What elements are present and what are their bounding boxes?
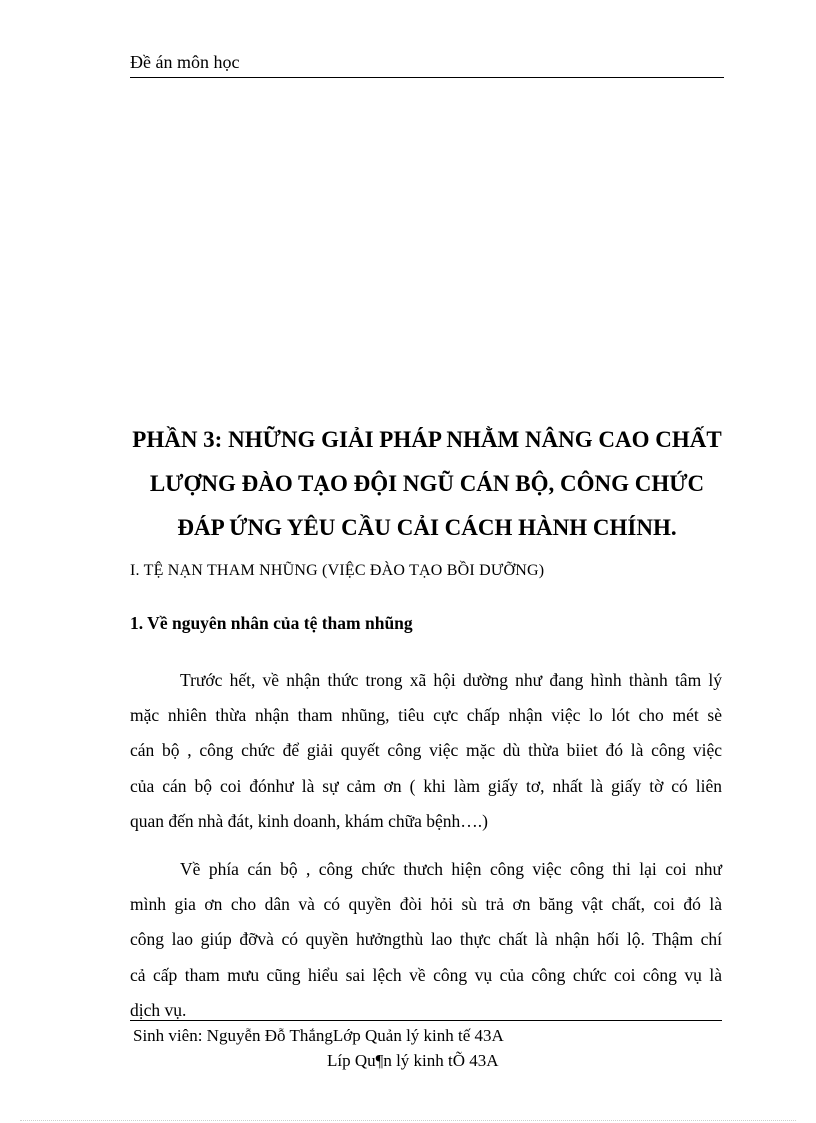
title-line-3: ĐÁP ỨNG YÊU CẦU CẢI CÁCH HÀNH CHÍNH. xyxy=(177,515,677,540)
paragraph-1 xyxy=(130,663,722,839)
footer-line-2: Líp Qu¶n lý kinh tÕ 43A xyxy=(327,1051,499,1070)
paragraph-2-line: công lao giúp đỡvà có quyền hưởngthù lao thực chất là nhận hối lộ. Thậm chí xyxy=(130,929,722,950)
section-heading: I. TỆ NẠN THAM NHŨNG (VIỆC ĐÀO TẠO BỒI DƯỠNG) xyxy=(130,562,545,579)
chapter-title xyxy=(110,418,744,550)
header-text: Đề án môn học xyxy=(130,52,240,72)
title-line-2: LƯỢNG ĐÀO TẠO ĐỘI NGŨ CÁN BỘ, CÔNG CHỨC xyxy=(149,471,705,496)
footer-line-1: Sinh viên: Nguyễn Đỗ ThắngLớp Quản lý kinh tế 43A xyxy=(133,1026,504,1045)
paragraph-1-line: mặc nhiên thừa nhận tham nhũng, tiêu cực chấp nhận việc lo lót cho mét sè xyxy=(130,705,722,726)
paragraph-2-line: dịch vụ. xyxy=(130,999,187,1020)
header-divider xyxy=(130,77,724,78)
page-bottom-border xyxy=(20,1120,796,1121)
subheading: 1. Về nguyên nhân của tệ tham nhũng xyxy=(130,613,413,633)
paragraph-2 xyxy=(130,852,722,1028)
paragraph-2-line: mình gia ơn cho dân và có quyền đòi hỏi sù trả ơn băng vật chất, coi đó là xyxy=(130,894,722,915)
footer-divider xyxy=(130,1020,722,1021)
paragraph-2-line: Về phía cán bộ , công chức thưch hiện công việc công thi lại coi như xyxy=(180,859,722,879)
paragraph-2-line: cả cấp tham mưu cũng hiểu sai lệch về công vụ của công chức coi công vụ là xyxy=(130,964,722,985)
paragraph-1-line: Trước hết, về nhận thức trong xã hội dường như đang hình thành tâm lý xyxy=(180,670,722,690)
title-line-1: PHẦN 3: NHỮNG GIẢI PHÁP NHẰM NÂNG CAO CHẤT xyxy=(132,427,722,452)
paragraph-1-line: của cán bộ coi đónhư là sự cảm ơn ( khi làm giấy tơ, nhất là giấy tờ có liên xyxy=(130,775,722,796)
paragraph-1-line: quan đến nhà đát, kinh doanh, khám chữa bệnh….) xyxy=(130,810,488,831)
paragraph-1-line: cán bộ , công chức để giải quyết công việc mặc dù thừa biiet đó là công việc xyxy=(130,740,722,761)
